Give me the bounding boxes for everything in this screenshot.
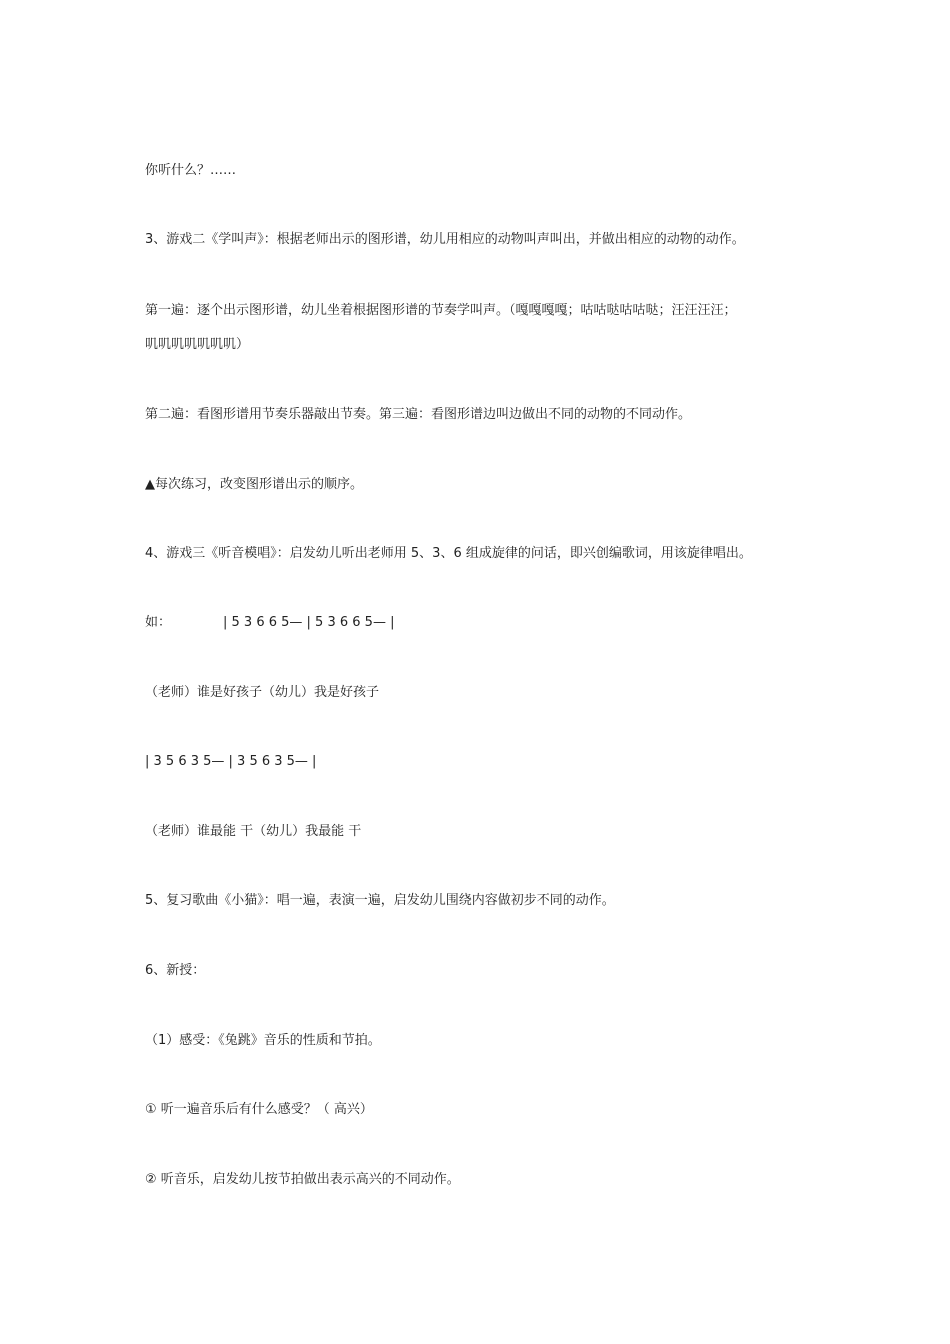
line-review-song: 5、复习歌曲《小猫》：唱一遍，表演一遍，启发幼儿围绕内容做初步不同的动作。 [145,893,615,908]
line-game-two: 3、游戏二《学叫声》：根据老师出示的图形谱，幼儿用相应的动物叫声叫出，并做出相应的动物的动作。 [145,232,745,247]
line-example-melody-1 [145,606,835,640]
line-game-three: 4、游戏三《听音模唱》：启发幼儿听出老师用 5、3、6 组成旋律的问话，即兴创编歌词，用该旋律唱出。 [145,546,752,561]
line-lyrics-1: （老师）谁是好孩子（幼儿）我是好孩子 [145,685,380,700]
line-lyrics-2: （老师）谁最能 干（幼儿）我最能 干 [145,824,362,839]
line-first-round: 第一遍：逐个出示图形谱，幼儿坐着根据图形谱的节奏学叫声。（嘎嘎嘎嘎；咕咕哒咕咕哒；汪汪汪汪； [145,303,737,318]
line-listen-once: ① 听一遍音乐后有什么感受？（ 高兴） [145,1102,373,1117]
line-what-hear: 你听什么？…… [145,163,237,178]
line-second-third-round: 第二遍：看图形谱用节奏乐器敲出节奏。第三遍：看图形谱边叫边做出不同的动物的不同动作。 [145,407,692,422]
melody-notation-2: | 3 5 6 3 5— | 3 5 6 3 5— | [145,754,317,769]
line-new-teaching: 6、新授： [145,963,206,978]
line-first-round-cont: 叽叽叽叽叽叽叽） [145,337,250,352]
line-note-order: ▲每次练习，改变图形谱出示的顺序。 [145,477,363,492]
melody-notation-1: | 5 3 6 6 5— | 5 3 6 6 5— | [223,615,395,630]
example-label: 如： [145,615,172,630]
line-feel-music: （1）感受：《兔跳》音乐的性质和节拍。 [145,1033,381,1048]
line-listen-actions: ② 听音乐，启发幼儿按节拍做出表示高兴的不同动作。 [145,1172,460,1187]
